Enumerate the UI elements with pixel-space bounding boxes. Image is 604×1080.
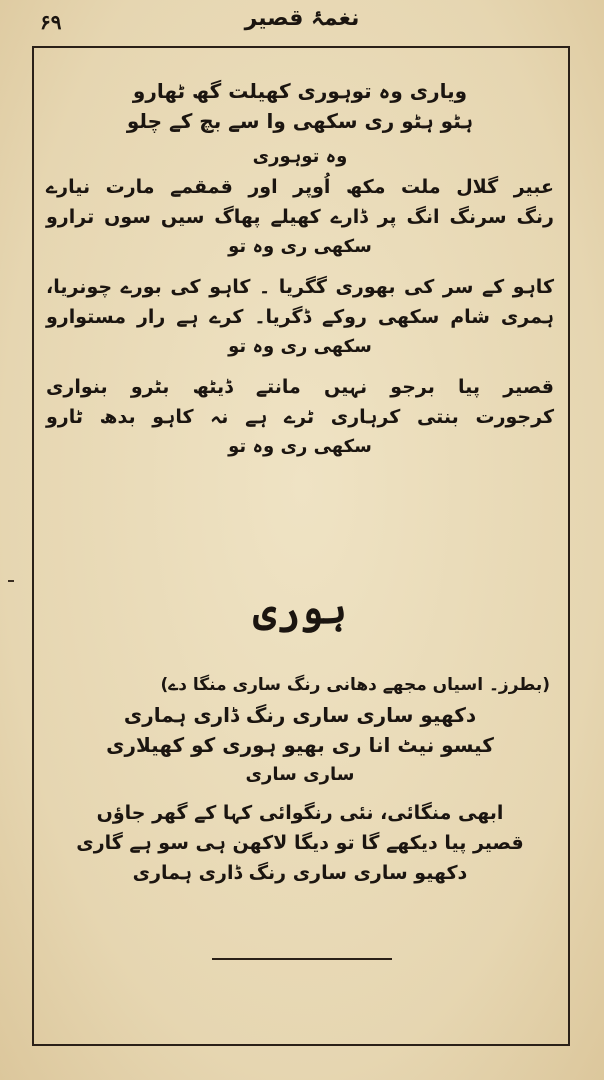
refrain-line: سکھی ری وہ تو	[228, 236, 372, 257]
closing-rule	[212, 958, 392, 960]
verse-line: رنگ سرنگ انگ پر ڈارے کھیلے پھاگ سیں سوں ترارو	[46, 206, 554, 228]
verse-line: قصیر پیا دیکھے گا تو دیگا لاکھن ہی سو ہے گاری	[76, 832, 524, 854]
verse-line: کیسو نیٹ انا ری بھیو ہوری کو کھیلاری	[106, 733, 494, 757]
tune-note: (بطرز۔ اسیاں مجھے دھانی رنگ ساری منگا دے)	[160, 675, 550, 695]
refrain-line: وہ توہوری	[252, 146, 348, 167]
verse-line: ابھی منگائی، نئی رنگوائی کہا کے گھر جاؤں	[96, 802, 504, 824]
verse-line: قصیر پیا برجو نہیں مانتے ڈیٹھ بٹرو بنواری	[46, 376, 554, 398]
verse-line: ہٹو ہٹو ری سکھی وا سے بچ کے چلو	[126, 109, 474, 133]
running-title: نغمۂ قصیر	[244, 6, 360, 31]
verse-line: دکھیو ساری ساری رنگ ڈاری ہماری	[132, 862, 468, 884]
section-title: ہوری	[253, 586, 347, 633]
refrain-line: سکھی ری وہ تو	[228, 436, 372, 457]
margin-mark	[8, 580, 14, 582]
refrain-line: ساری ساری	[245, 764, 355, 785]
verse-line: عبیر گلال ملت مکھ اُوپر اور قمقمے مارت نیارے	[46, 176, 554, 198]
page-number: ۶۹	[40, 10, 62, 34]
verse-line: کرجورت بنتی کرہاری ٹرے ہے نہ کاہو بدھ ٹارو	[46, 406, 554, 428]
song-1	[40, 76, 560, 462]
refrain-line: سکھی ری وہ تو	[228, 336, 372, 357]
page-header	[0, 6, 604, 42]
verse-line: دکھیو ساری ساری رنگ ڈاری ہماری	[123, 703, 477, 727]
verse-line: ہمری شام سکھی روکے ڈگریا۔ کرے ہے رار مستوارو	[46, 306, 554, 328]
song-2	[40, 670, 560, 888]
verse-line: ویاری وہ توہوری کھیلت گھ ٹھارو	[132, 79, 468, 103]
verse-line: کاہو کے سر کی بھوری گگریا ۔ کاہو کی بورے چونریا،	[46, 276, 554, 298]
